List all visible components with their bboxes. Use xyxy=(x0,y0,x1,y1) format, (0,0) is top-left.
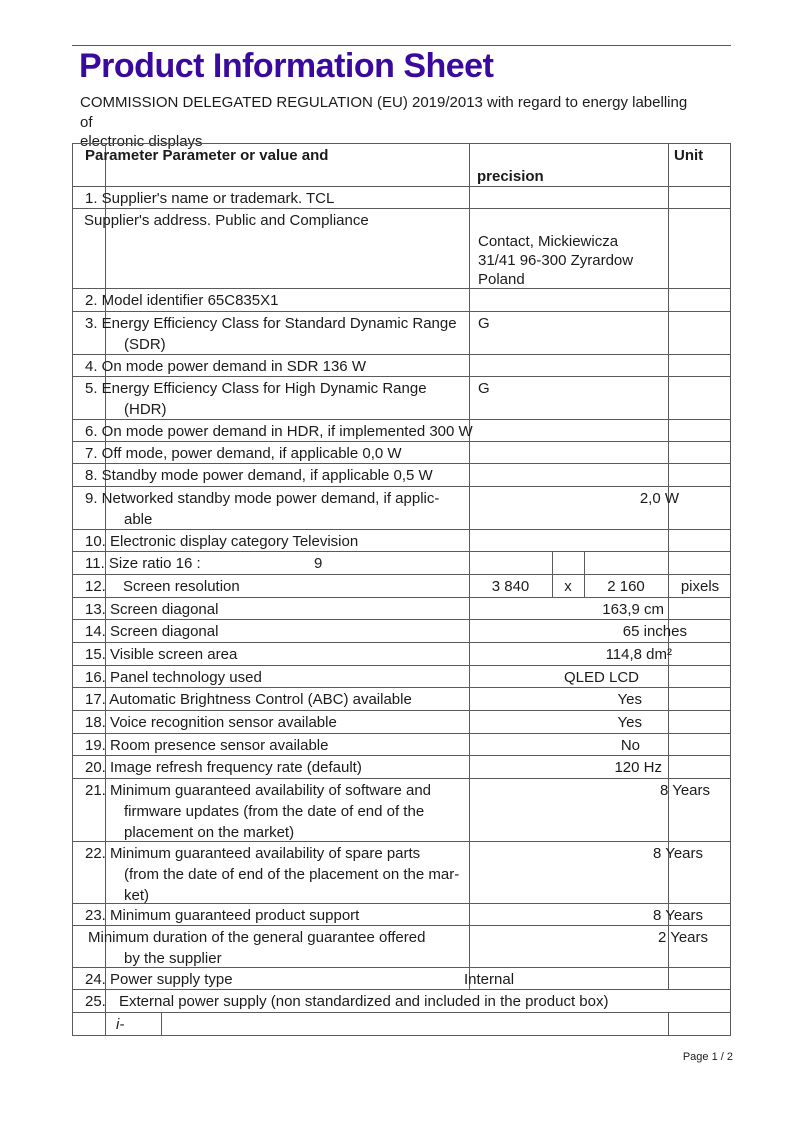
row-param: (SDR) xyxy=(124,336,166,353)
table-row xyxy=(73,209,730,289)
row-param: able xyxy=(124,511,153,528)
row-param: 7. Off mode, power demand, if applicable 0,0 W xyxy=(85,445,402,462)
table-row xyxy=(73,688,730,711)
row-number: 25. xyxy=(85,993,106,1010)
row-value: G xyxy=(478,380,490,397)
table-row xyxy=(73,756,730,779)
page-footer: Page 1 / 2 xyxy=(682,1051,733,1063)
table-row xyxy=(73,187,730,209)
row-param: 21. Minimum guaranteed availability of software and xyxy=(85,782,432,799)
table-row xyxy=(73,487,730,530)
table-header-row xyxy=(73,144,730,187)
row-value: 8 Years xyxy=(652,845,703,862)
table-row xyxy=(73,1013,730,1036)
table-row xyxy=(73,643,730,666)
table-row xyxy=(73,990,730,1013)
product-info-table xyxy=(72,143,731,1036)
row-param: 4. On mode power demand in SDR 136 W xyxy=(85,358,366,375)
row-param: 8. Standby mode power demand, if applicable 0,5 W xyxy=(85,467,433,484)
row-param: 10. Electronic display category Television xyxy=(85,533,359,550)
row-param: Minimum duration of the general guarantee offered xyxy=(88,929,426,946)
row-param: 5. Energy Efficiency Class for High Dynamic Range xyxy=(85,380,427,397)
table-row xyxy=(73,420,730,442)
table-row xyxy=(73,552,730,575)
row-param: 20. Image refresh frequency rate (default) xyxy=(85,759,362,776)
row-param: (HDR) xyxy=(124,401,167,418)
row-value: 31/41 96-300 Zyrardow xyxy=(478,252,634,269)
row-value: 2 Years xyxy=(657,929,708,946)
row-param: 3. Energy Efficiency Class for Standard Dynamic Range xyxy=(85,315,457,332)
row-param: 23. Minimum guaranteed product support xyxy=(85,907,360,924)
table-row xyxy=(73,312,730,355)
row-param: 19. Room presence sensor available xyxy=(85,737,329,754)
row-value: 114,8 dm² xyxy=(605,646,672,663)
row-value: 8 Years xyxy=(659,782,710,799)
row-value: Yes xyxy=(617,714,642,731)
row-param: 6. On mode power demand in HDR, if implemented 300 W xyxy=(85,423,473,440)
row-param: 13. Screen diagonal xyxy=(85,601,219,618)
row-value: 65 inches xyxy=(622,623,687,640)
table-row xyxy=(73,355,730,377)
table-row xyxy=(73,442,730,464)
subtitle-line: COMMISSION DELEGATED REGULATION (EU) 2019/2013 with regard to energy labelling of xyxy=(80,94,688,131)
header-precision: precision xyxy=(477,168,544,185)
row-number: 12. xyxy=(85,578,106,595)
row-param: 9. Networked standby mode power demand, if applic- xyxy=(85,490,440,507)
row-param: 16. Panel technology used xyxy=(85,669,262,686)
row-value: 163,9 cm xyxy=(602,601,664,618)
row-param: 9 xyxy=(314,555,323,572)
row-value: 2,0 W xyxy=(639,490,679,507)
row-param: 2. Model identifier 65C835X1 xyxy=(85,292,279,309)
row-value: 8 Years xyxy=(652,907,703,924)
table-row xyxy=(73,904,730,926)
row-value: QLED LCD xyxy=(563,669,639,686)
row-param: 15. Visible screen area xyxy=(85,646,238,663)
row-value: Yes xyxy=(617,691,642,708)
row-param: External power supply (non standardized and included in the product box) xyxy=(119,993,609,1010)
table-row xyxy=(73,289,730,312)
row-param: Supplier's address. Public and Compliance xyxy=(84,212,369,229)
row-param: Screen resolution xyxy=(123,578,240,595)
row-value-vertical: 2 160 xyxy=(607,578,645,595)
row-value: No xyxy=(620,737,640,754)
row-param: 18. Voice recognition sensor available xyxy=(85,714,337,731)
table-row xyxy=(73,968,730,990)
header-unit: Unit xyxy=(674,147,704,164)
row-value-separator: x xyxy=(564,578,572,595)
table-row xyxy=(73,734,730,756)
table-row xyxy=(73,464,730,487)
row-param: (from the date of end of the placement on the mar- xyxy=(124,866,460,883)
header-parameter: Parameter Parameter or value and xyxy=(85,147,329,164)
row-param: ket) xyxy=(124,887,150,904)
row-param: by the supplier xyxy=(124,950,222,967)
table-row xyxy=(73,779,730,842)
table-row xyxy=(73,530,730,552)
row-param: 22. Minimum guaranteed availability of spare parts xyxy=(85,845,421,862)
header-rule xyxy=(72,45,731,46)
table-row xyxy=(73,842,730,904)
row-value: Contact, Mickiewicza xyxy=(478,233,619,250)
table-row xyxy=(73,620,730,643)
table-row xyxy=(73,598,730,620)
row-value: Internal xyxy=(464,971,515,988)
row-value: G xyxy=(478,315,490,332)
table-row xyxy=(73,377,730,420)
subtitle-line: electronic displays xyxy=(80,133,203,150)
table-row xyxy=(73,575,730,598)
row-param: i- xyxy=(116,1016,125,1033)
table-row xyxy=(73,926,730,968)
row-param: 11. Size ratio 16 : xyxy=(85,555,201,572)
row-param: 14. Screen diagonal xyxy=(85,623,219,640)
row-param: placement on the market) xyxy=(124,824,295,841)
row-param: 17. Automatic Brightness Control (ABC) available xyxy=(85,691,412,708)
row-value: 120 Hz xyxy=(614,759,662,776)
row-param: firmware updates (from the date of end of the xyxy=(124,803,425,820)
row-param: 24. Power supply type xyxy=(85,971,233,988)
table-row xyxy=(73,711,730,734)
page-title: Product Information Sheet xyxy=(79,47,494,85)
row-param: 1. Supplier's name or trademark. TCL xyxy=(85,190,335,207)
row-unit: pixels xyxy=(680,578,720,595)
row-value-horizontal: 3 840 xyxy=(491,578,530,595)
table-row xyxy=(73,666,730,688)
row-value: Poland xyxy=(478,271,525,288)
